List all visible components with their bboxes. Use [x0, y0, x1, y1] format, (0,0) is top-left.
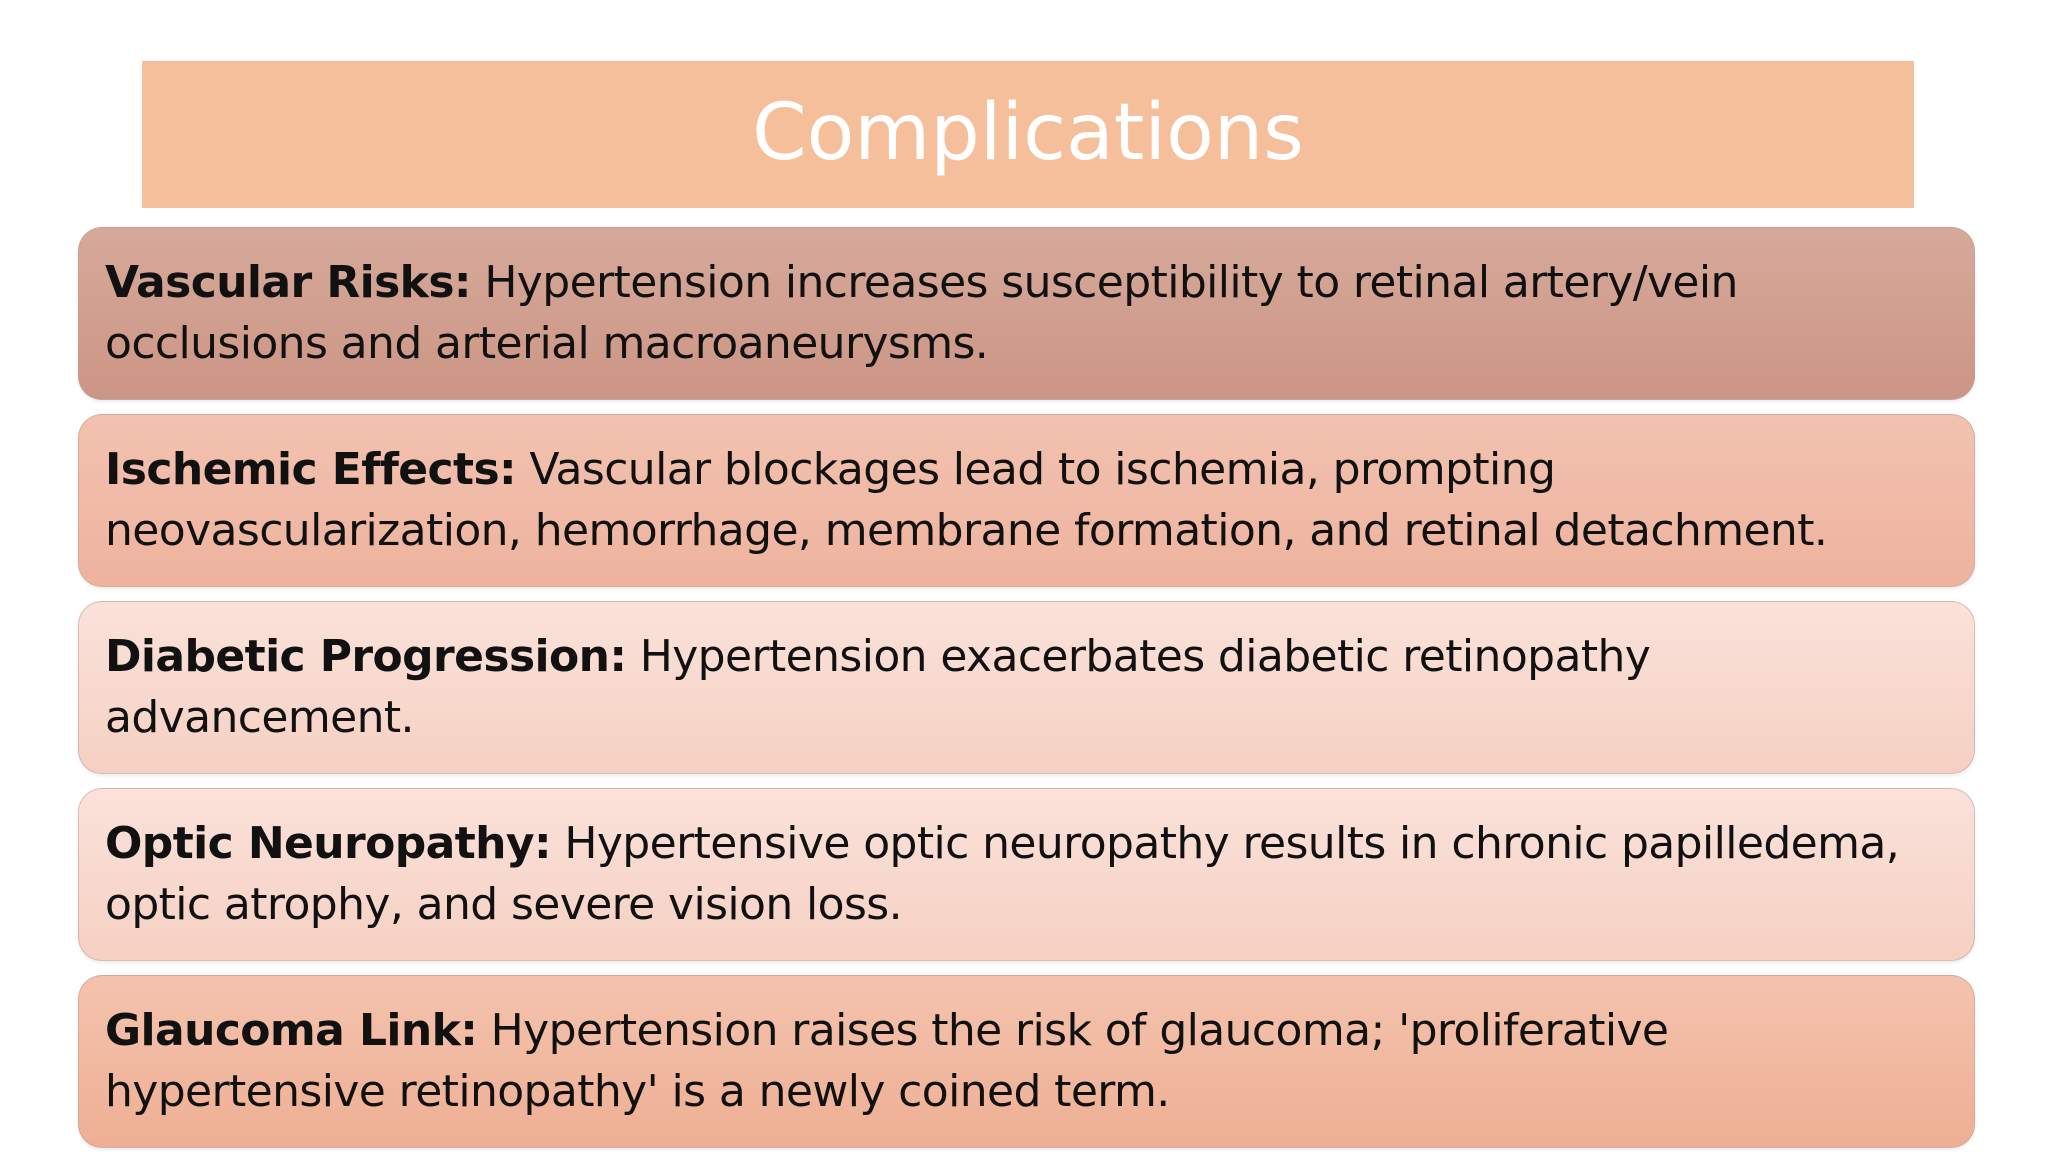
item-text: Hypertension increases susceptibility to retinal artery/vein occlusions and arterial macroaneurysms.	[105, 257, 1738, 369]
item-text: Hypertension raises the risk of glaucoma; 'proliferative hypertensive retinopathy' is a newly coined term.	[105, 1005, 1669, 1117]
item-label: Ischemic Effects:	[105, 444, 517, 495]
complication-item-diabetic-progression	[78, 601, 1975, 774]
complication-item-optic-neuropathy	[78, 788, 1975, 961]
complication-item-ischemic-effects	[78, 414, 1975, 587]
item-label: Diabetic Progression:	[105, 631, 627, 682]
item-label: Glaucoma Link:	[105, 1005, 478, 1056]
item-label: Optic Neuropathy:	[105, 818, 551, 869]
item-text: Hypertensive optic neuropathy results in chronic papilledema, optic atrophy, and severe vision loss.	[105, 818, 1900, 930]
title-bar	[142, 61, 1914, 208]
item-label: Vascular Risks:	[105, 257, 471, 308]
item-text: Hypertension exacerbates diabetic retinopathy advancement.	[105, 631, 1651, 743]
complication-item-glaucoma-link	[78, 975, 1975, 1148]
slide-title: Complications	[752, 87, 1304, 178]
complication-item-vascular-risks	[78, 227, 1975, 400]
item-text: Vascular blockages lead to ischemia, prompting neovascularization, hemorrhage, membrane formation, and retinal detachment.	[105, 444, 1828, 556]
